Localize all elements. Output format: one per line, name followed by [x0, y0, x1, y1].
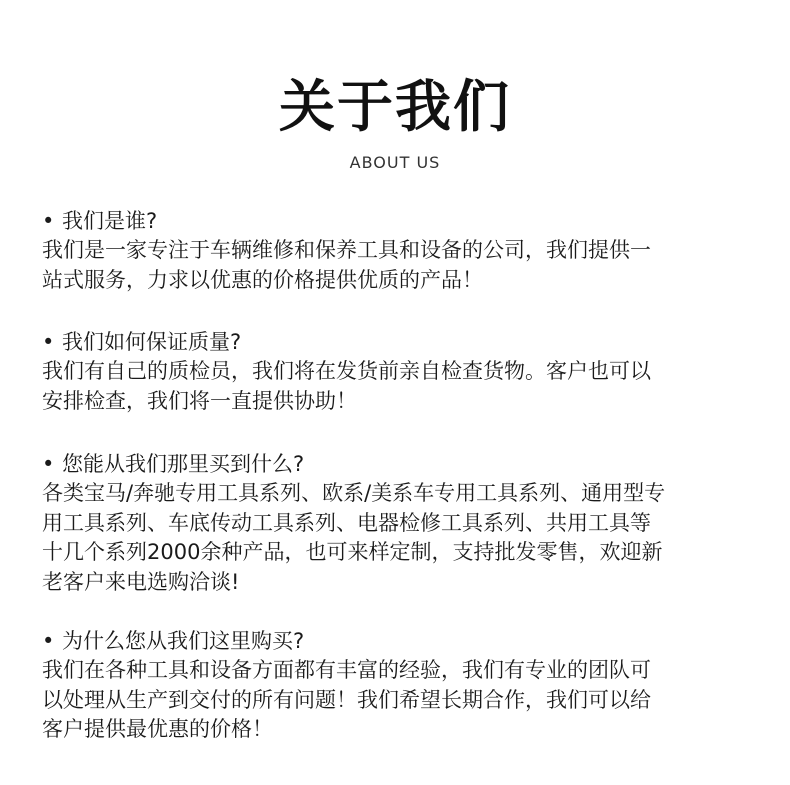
answer-line: 我们是一家专注于车辆维修和保养工具和设备的公司，我们提供一: [42, 238, 651, 262]
section-answer: [42, 357, 762, 416]
question-text: 我们是谁?: [62, 209, 158, 233]
question-text: 您能从我们那里买到什么?: [62, 452, 305, 476]
section-question: [42, 328, 762, 357]
section-why-buy: [42, 627, 762, 745]
section-answer: [42, 236, 762, 295]
section-who-we-are: [42, 207, 762, 295]
answer-line: 我们在各种工具和设备方面都有丰富的经验，我们有专业的团队可: [42, 658, 651, 682]
answer-line: 客户提供最优惠的价格！: [42, 717, 273, 741]
section-products: [42, 450, 762, 597]
section-question: [42, 627, 762, 656]
bullet-icon: •: [42, 629, 55, 653]
section-question: [42, 450, 762, 479]
answer-line: 十几个系列2000余种产品，也可来样定制，支持批发零售，欢迎新: [42, 540, 663, 564]
section-answer: [42, 479, 762, 597]
section-quality: [42, 328, 762, 416]
answer-line: 安排检查，我们将一直提供协助！: [42, 388, 357, 413]
section-answer: [42, 656, 762, 745]
bullet-icon: •: [42, 452, 55, 476]
answer-line: 以处理从生产到交付的所有问题！我们希望长期合作，我们可以给: [42, 687, 651, 712]
answer-line: 用工具系列、车底传动工具系列、电器检修工具系列、共用工具等: [42, 510, 651, 535]
section-question: [42, 207, 762, 236]
answer-line: 老客户来电选购洽谈!: [42, 569, 240, 594]
question-text: 我们如何保证质量?: [62, 330, 242, 354]
bullet-icon: •: [42, 330, 55, 354]
page-subtitle: ABOUT US: [349, 153, 441, 172]
answer-line: 我们有自己的质检员，我们将在发货前亲自检查货物。客户也可以: [42, 359, 651, 383]
question-text: 为什么您从我们这里购买?: [62, 629, 305, 653]
page-title: 关于我们: [279, 75, 511, 140]
answer-line: 站式服务，力求以优惠的价格提供优质的产品！: [42, 267, 483, 292]
bullet-icon: •: [42, 209, 55, 233]
answer-line: 各类宝马/奔驰专用工具系列、欧系/美系车专用工具系列、通用型专: [42, 481, 666, 505]
